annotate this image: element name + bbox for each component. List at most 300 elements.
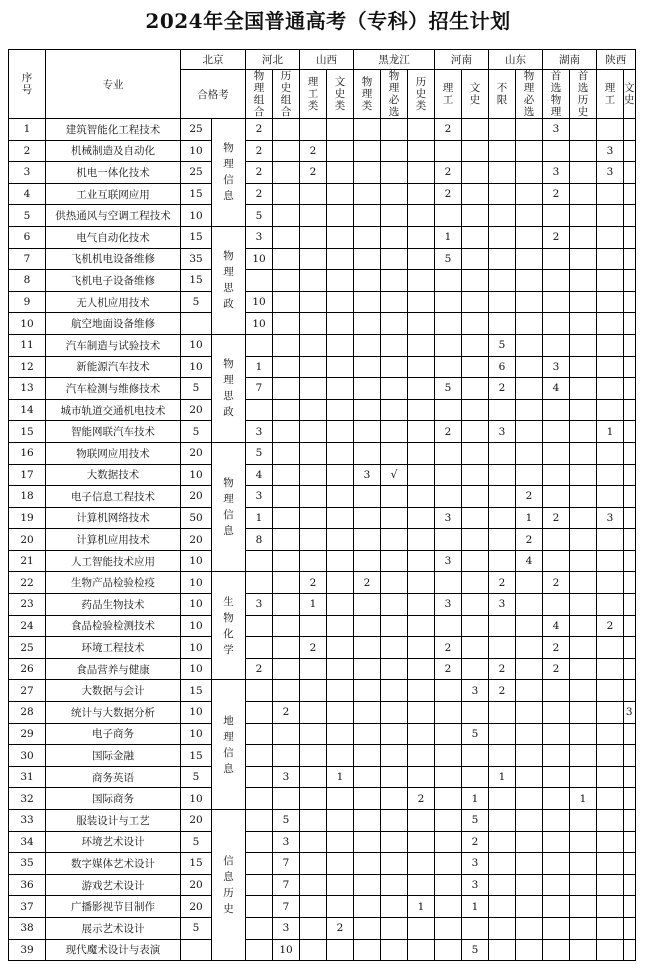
quota-cell	[408, 183, 435, 205]
quota-cell	[408, 745, 435, 767]
row-number: 22	[9, 572, 46, 594]
quota-cell	[462, 594, 489, 616]
quota-cell	[246, 917, 273, 939]
major-name: 供热通风与空调工程技术	[46, 205, 181, 227]
quota-cell: 2	[408, 788, 435, 810]
quota-cell	[354, 486, 381, 508]
quota-cell	[624, 226, 636, 248]
header-subject-column: 文 史	[624, 70, 636, 119]
quota-cell	[408, 766, 435, 788]
quota-cell	[381, 529, 408, 551]
quota-cell: 3	[435, 594, 462, 616]
table-row	[9, 183, 636, 205]
quota-cell: 8	[246, 529, 273, 551]
quota-cell	[408, 874, 435, 896]
quota-cell	[381, 550, 408, 572]
quota-cell	[543, 529, 570, 551]
enrollment-plan-table	[8, 49, 636, 961]
quota-cell	[381, 507, 408, 529]
header-subject-column: 首 选 物 理	[543, 70, 570, 119]
quota-cell	[246, 550, 273, 572]
quota-cell	[624, 270, 636, 292]
quota-cell: 2	[327, 917, 354, 939]
quota-cell	[273, 378, 300, 400]
quota-cell	[300, 702, 327, 724]
quota-cell	[516, 378, 543, 400]
quota-cell	[516, 313, 543, 335]
quota-cell	[516, 853, 543, 875]
quota-cell	[597, 658, 624, 680]
quota-cell: 3	[543, 356, 570, 378]
quota-cell	[516, 810, 543, 832]
quota-cell	[624, 162, 636, 184]
quota-cell	[462, 248, 489, 270]
quota-cell	[435, 270, 462, 292]
row-number: 36	[9, 874, 46, 896]
quota-cell	[435, 680, 462, 702]
quota-cell	[516, 248, 543, 270]
beijing-quota: 10	[181, 550, 212, 572]
quota-cell: 6	[489, 356, 516, 378]
quota-cell	[489, 550, 516, 572]
quota-cell	[624, 572, 636, 594]
quota-cell	[300, 896, 327, 918]
quota-cell	[597, 378, 624, 400]
quota-cell	[597, 853, 624, 875]
quota-cell	[327, 572, 354, 594]
quota-cell	[273, 658, 300, 680]
quota-cell	[624, 140, 636, 162]
quota-cell	[516, 939, 543, 961]
quota-cell	[273, 399, 300, 421]
table-row	[9, 226, 636, 248]
quota-cell	[597, 680, 624, 702]
quota-cell	[435, 334, 462, 356]
quota-cell	[327, 831, 354, 853]
quota-cell	[489, 702, 516, 724]
quota-cell	[570, 529, 597, 551]
quota-cell	[543, 270, 570, 292]
quota-cell	[597, 874, 624, 896]
header-subject-column: 理 工 类	[300, 70, 327, 119]
quota-cell	[354, 313, 381, 335]
major-name: 生物产品检验检疫	[46, 572, 181, 594]
quota-cell	[273, 356, 300, 378]
quota-cell	[273, 205, 300, 227]
quota-cell	[300, 248, 327, 270]
quota-cell	[327, 680, 354, 702]
quota-cell	[246, 270, 273, 292]
quota-cell	[354, 334, 381, 356]
quota-cell	[327, 421, 354, 443]
quota-cell: 2	[246, 658, 273, 680]
quota-cell	[408, 810, 435, 832]
quota-cell	[435, 766, 462, 788]
beijing-quota: 10	[181, 334, 212, 356]
header-seq: 序 号	[9, 50, 46, 119]
quota-cell: 2	[354, 572, 381, 594]
header-subject-column: 物 理 组 合	[246, 70, 273, 119]
quota-cell	[273, 442, 300, 464]
quota-cell	[624, 874, 636, 896]
quota-cell: 2	[543, 658, 570, 680]
major-name: 人工智能技术应用	[46, 550, 181, 572]
major-name: 食品检验检测技术	[46, 615, 181, 637]
quota-cell	[300, 745, 327, 767]
header-subject-column: 理 工	[435, 70, 462, 119]
quota-cell	[408, 702, 435, 724]
quota-cell	[327, 486, 354, 508]
quota-cell	[624, 723, 636, 745]
quota-cell	[489, 248, 516, 270]
quota-cell	[408, 226, 435, 248]
quota-cell	[408, 594, 435, 616]
quota-cell	[300, 464, 327, 486]
major-name: 现代魔术设计与表演	[46, 939, 181, 961]
quota-cell	[327, 896, 354, 918]
quota-cell	[624, 442, 636, 464]
quota-cell	[597, 939, 624, 961]
quota-cell	[543, 939, 570, 961]
quota-cell	[273, 572, 300, 594]
beijing-quota	[181, 313, 212, 335]
quota-cell: 2	[489, 680, 516, 702]
quota-cell	[327, 507, 354, 529]
quota-cell	[327, 291, 354, 313]
quota-cell	[354, 205, 381, 227]
quota-cell	[435, 205, 462, 227]
quota-cell	[597, 334, 624, 356]
quota-cell	[273, 788, 300, 810]
quota-cell	[435, 831, 462, 853]
row-number: 30	[9, 745, 46, 767]
quota-cell	[489, 291, 516, 313]
beijing-quota: 20	[181, 486, 212, 508]
quota-cell	[273, 183, 300, 205]
quota-cell	[489, 723, 516, 745]
row-number: 2	[9, 140, 46, 162]
row-number: 34	[9, 831, 46, 853]
quota-cell	[516, 723, 543, 745]
quota-cell	[624, 766, 636, 788]
quota-cell	[543, 464, 570, 486]
row-number: 21	[9, 550, 46, 572]
quota-cell	[516, 226, 543, 248]
quota-cell	[300, 507, 327, 529]
beijing-quota: 10	[181, 637, 212, 659]
quota-cell	[516, 421, 543, 443]
quota-cell	[570, 399, 597, 421]
beijing-quota: 15	[181, 183, 212, 205]
table-row	[9, 334, 636, 356]
quota-cell	[597, 831, 624, 853]
quota-cell	[381, 356, 408, 378]
quota-cell	[273, 421, 300, 443]
row-number: 17	[9, 464, 46, 486]
table-row	[9, 594, 636, 616]
quota-cell	[543, 810, 570, 832]
major-name: 航空地面设备维修	[46, 313, 181, 335]
quota-cell	[543, 248, 570, 270]
quota-cell	[354, 270, 381, 292]
quota-cell	[624, 119, 636, 141]
quota-cell	[624, 680, 636, 702]
beijing-quota: 5	[181, 378, 212, 400]
row-number: 12	[9, 356, 46, 378]
header-major: 专业	[46, 50, 181, 119]
quota-cell	[570, 917, 597, 939]
quota-cell	[543, 702, 570, 724]
table-row	[9, 205, 636, 227]
quota-cell: 1	[327, 766, 354, 788]
quota-cell	[381, 205, 408, 227]
quota-cell	[435, 917, 462, 939]
row-number: 19	[9, 507, 46, 529]
table-row	[9, 615, 636, 637]
quota-cell	[300, 226, 327, 248]
quota-cell	[435, 140, 462, 162]
quota-cell: 1	[246, 507, 273, 529]
quota-cell	[354, 831, 381, 853]
quota-cell	[570, 615, 597, 637]
row-number: 38	[9, 917, 46, 939]
quota-cell	[597, 896, 624, 918]
quota-cell	[462, 637, 489, 659]
quota-cell: 7	[273, 853, 300, 875]
row-number: 9	[9, 291, 46, 313]
quota-cell	[597, 248, 624, 270]
quota-cell	[516, 874, 543, 896]
quota-cell	[516, 291, 543, 313]
quota-cell	[570, 313, 597, 335]
major-name: 广播影视节目制作	[46, 896, 181, 918]
quota-cell	[462, 507, 489, 529]
quota-cell	[624, 853, 636, 875]
quota-cell: 5	[462, 810, 489, 832]
quota-cell	[300, 291, 327, 313]
header-province: 黑龙江	[354, 50, 435, 70]
quota-cell: 2	[435, 421, 462, 443]
quota-cell	[570, 162, 597, 184]
table-row	[9, 831, 636, 853]
row-number: 10	[9, 313, 46, 335]
table-row	[9, 162, 636, 184]
row-number: 3	[9, 162, 46, 184]
quota-cell	[570, 766, 597, 788]
quota-cell	[489, 205, 516, 227]
quota-cell	[327, 334, 354, 356]
quota-cell	[273, 723, 300, 745]
quota-cell	[300, 378, 327, 400]
quota-cell	[273, 334, 300, 356]
quota-cell	[246, 572, 273, 594]
quota-cell: 3	[354, 464, 381, 486]
quota-cell	[435, 939, 462, 961]
quota-cell: 3	[597, 162, 624, 184]
quota-cell	[543, 334, 570, 356]
quota-cell: 5	[435, 248, 462, 270]
quota-cell	[408, 917, 435, 939]
quota-cell	[300, 334, 327, 356]
quota-cell	[273, 507, 300, 529]
quota-cell	[381, 810, 408, 832]
quota-cell: 2	[516, 529, 543, 551]
beijing-quota: 10	[181, 356, 212, 378]
quota-cell	[516, 399, 543, 421]
quota-cell	[381, 831, 408, 853]
quota-cell	[624, 810, 636, 832]
quota-cell	[570, 486, 597, 508]
quota-cell: 5	[462, 939, 489, 961]
header-province: 山东	[489, 50, 543, 70]
header-subject-column: 物 理 类	[354, 70, 381, 119]
quota-cell	[381, 874, 408, 896]
table-row	[9, 421, 636, 443]
header-province: 河北	[246, 50, 300, 70]
quota-cell	[516, 162, 543, 184]
row-number: 26	[9, 658, 46, 680]
quota-cell	[354, 442, 381, 464]
table-row	[9, 810, 636, 832]
quota-cell	[273, 119, 300, 141]
quota-cell	[570, 421, 597, 443]
row-number: 23	[9, 594, 46, 616]
major-name: 新能源汽车技术	[46, 356, 181, 378]
quota-cell	[516, 119, 543, 141]
beijing-quota: 10	[181, 788, 212, 810]
beijing-quota: 10	[181, 464, 212, 486]
quota-cell	[327, 399, 354, 421]
major-name: 飞机电子设备维修	[46, 270, 181, 292]
header-subject-column: 文 史 类	[327, 70, 354, 119]
quota-cell	[543, 140, 570, 162]
header-subject-column: 不 限	[489, 70, 516, 119]
row-number: 28	[9, 702, 46, 724]
quota-cell	[489, 486, 516, 508]
quota-cell	[624, 594, 636, 616]
quota-cell	[516, 917, 543, 939]
major-name: 计算机网络技术	[46, 507, 181, 529]
quota-cell	[570, 356, 597, 378]
quota-cell	[408, 464, 435, 486]
quota-cell	[381, 119, 408, 141]
quota-cell	[543, 680, 570, 702]
quota-cell	[462, 140, 489, 162]
quota-cell	[597, 464, 624, 486]
quota-cell	[489, 140, 516, 162]
beijing-quota: 20	[181, 399, 212, 421]
quota-cell	[435, 399, 462, 421]
quota-cell	[246, 680, 273, 702]
quota-cell	[246, 788, 273, 810]
quota-cell	[543, 917, 570, 939]
quota-cell	[462, 745, 489, 767]
quota-cell	[489, 745, 516, 767]
quota-cell	[408, 399, 435, 421]
quota-cell: 3	[246, 594, 273, 616]
quota-cell	[489, 831, 516, 853]
subject-group: 物 理 思 政	[212, 226, 246, 334]
quota-cell	[327, 464, 354, 486]
major-name: 食品营养与健康	[46, 658, 181, 680]
beijing-quota: 10	[181, 702, 212, 724]
major-name: 商务英语	[46, 766, 181, 788]
quota-cell: 5	[435, 378, 462, 400]
quota-cell	[300, 486, 327, 508]
major-name: 物联网应用技术	[46, 442, 181, 464]
quota-cell	[327, 939, 354, 961]
quota-cell: 3	[462, 680, 489, 702]
quota-cell	[381, 680, 408, 702]
quota-cell	[489, 313, 516, 335]
quota-cell	[489, 917, 516, 939]
quota-cell	[408, 831, 435, 853]
quota-cell	[246, 334, 273, 356]
quota-cell	[408, 248, 435, 270]
quota-cell	[246, 399, 273, 421]
quota-cell: 2	[543, 637, 570, 659]
table-row	[9, 486, 636, 508]
quota-cell	[246, 810, 273, 832]
quota-cell: 2	[273, 702, 300, 724]
quota-cell	[327, 723, 354, 745]
quota-cell	[246, 939, 273, 961]
quota-cell	[327, 183, 354, 205]
major-name: 游戏艺术设计	[46, 874, 181, 896]
quota-cell	[462, 486, 489, 508]
table-row	[9, 119, 636, 141]
quota-cell	[462, 378, 489, 400]
quota-cell	[624, 896, 636, 918]
quota-cell: 1	[462, 788, 489, 810]
table-row	[9, 853, 636, 875]
beijing-quota: 10	[181, 615, 212, 637]
subject-group: 信 息 历 史	[212, 810, 246, 961]
quota-cell: 2	[435, 637, 462, 659]
quota-cell	[489, 464, 516, 486]
quota-cell	[462, 334, 489, 356]
quota-cell	[570, 464, 597, 486]
quota-cell	[489, 270, 516, 292]
quota-cell	[354, 810, 381, 832]
quota-cell	[435, 853, 462, 875]
quota-cell	[381, 939, 408, 961]
quota-cell	[597, 637, 624, 659]
beijing-quota: 20	[181, 896, 212, 918]
quota-cell: 7	[273, 896, 300, 918]
row-number: 29	[9, 723, 46, 745]
quota-cell	[543, 399, 570, 421]
quota-cell	[354, 507, 381, 529]
quota-cell	[570, 874, 597, 896]
quota-cell	[543, 486, 570, 508]
quota-cell	[273, 270, 300, 292]
table-row	[9, 378, 636, 400]
quota-cell	[543, 313, 570, 335]
quota-cell: 2	[543, 226, 570, 248]
major-name: 统计与大数据分析	[46, 702, 181, 724]
quota-cell	[624, 550, 636, 572]
quota-cell	[408, 507, 435, 529]
quota-cell	[489, 810, 516, 832]
quota-cell	[354, 615, 381, 637]
quota-cell	[516, 594, 543, 616]
quota-cell: 10	[246, 313, 273, 335]
quota-cell	[273, 313, 300, 335]
quota-cell	[273, 464, 300, 486]
quota-cell: 3	[246, 421, 273, 443]
major-name: 电气自动化技术	[46, 226, 181, 248]
